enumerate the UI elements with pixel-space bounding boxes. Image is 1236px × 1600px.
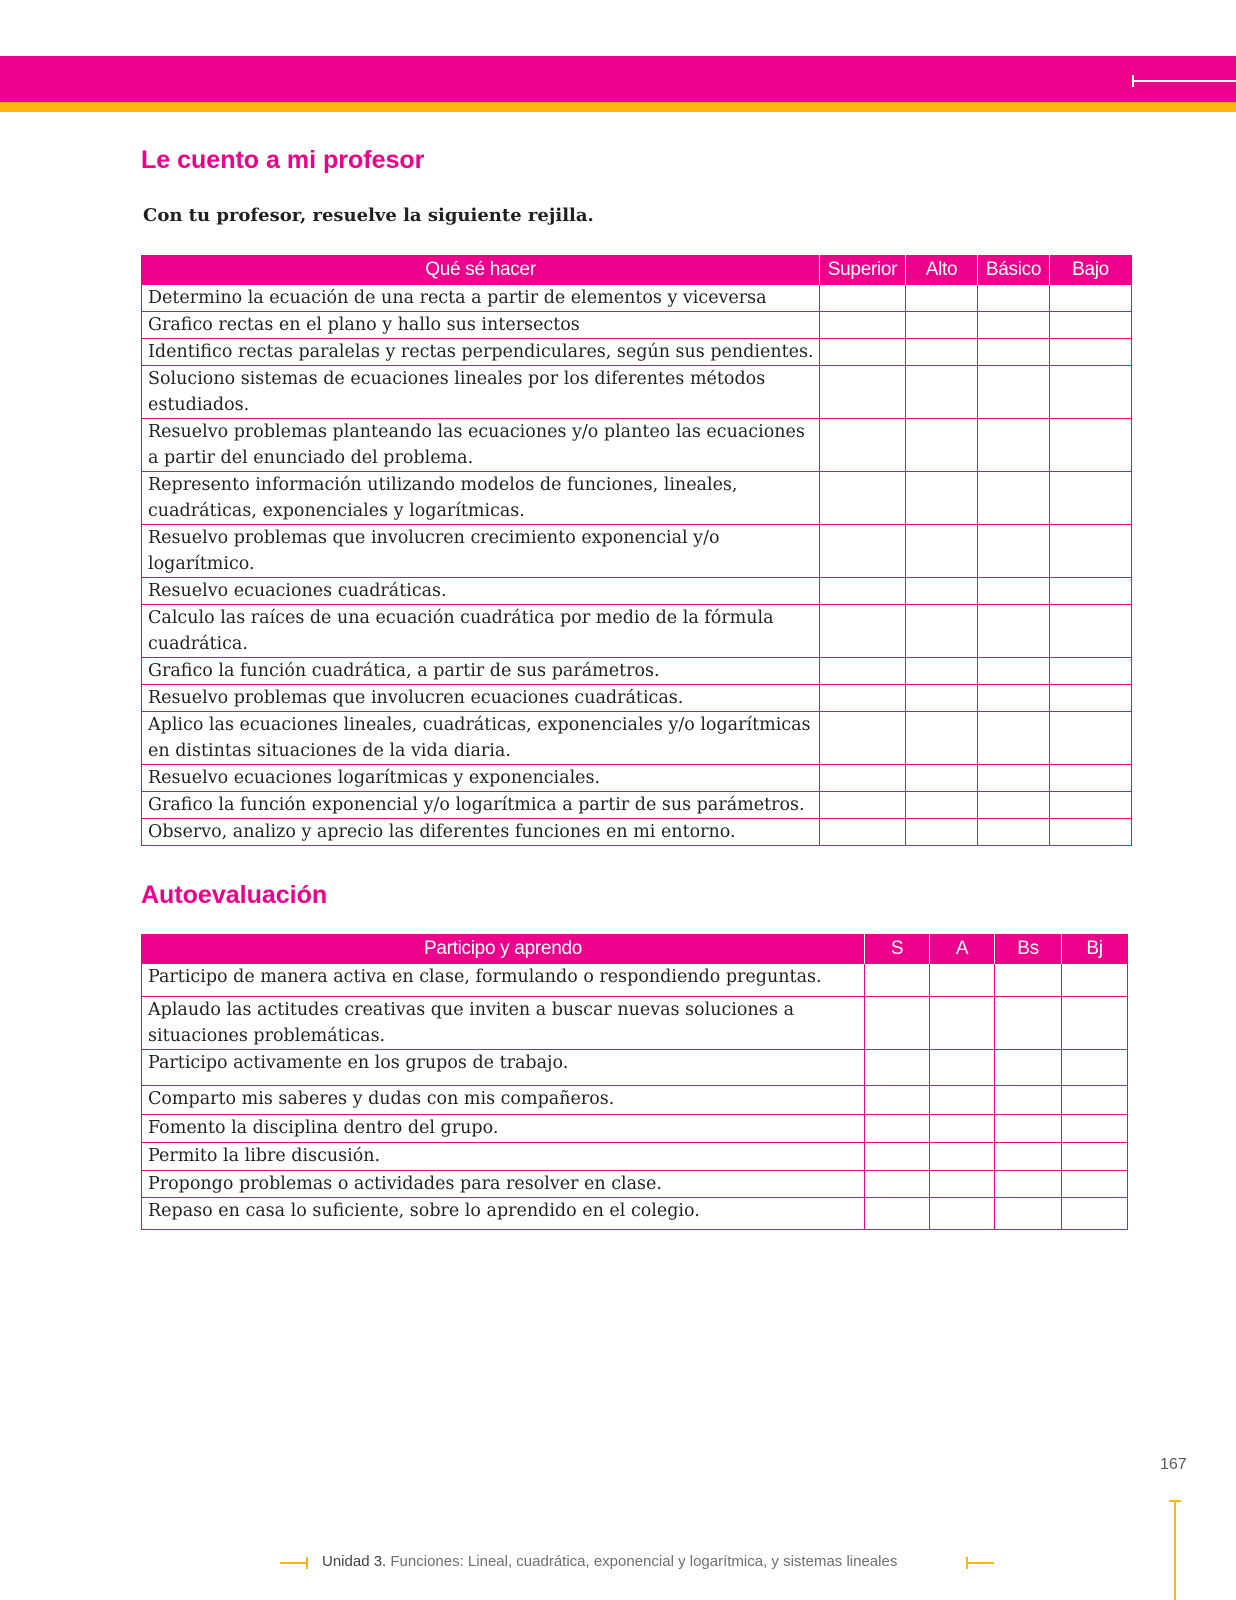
row-statement: Grafico rectas en el plano y hallo sus intersectos (142, 312, 820, 339)
rating-cell[interactable] (930, 1143, 995, 1171)
header-band (0, 56, 1236, 102)
rating-cell[interactable] (820, 605, 906, 658)
rating-cell[interactable] (978, 819, 1050, 846)
table-row (142, 1050, 1128, 1086)
row-statement: Represento información utilizando modelos de funciones, lineales, cuadráticas, exponenciales y logarítmicas. (142, 472, 820, 525)
rating-cell[interactable] (820, 472, 906, 525)
row-statement: Participo de manera activa en clase, formulando o respondiendo preguntas. (142, 964, 865, 997)
rating-cell[interactable] (820, 339, 906, 366)
rating-cell[interactable] (995, 964, 1062, 997)
rating-cell[interactable] (1050, 712, 1132, 765)
rating-cell[interactable] (1050, 285, 1132, 312)
rating-cell[interactable] (865, 1143, 930, 1171)
grid-header-row (142, 256, 1132, 285)
footer-unit-title: Funciones: Lineal, cuadrática, exponencial y logarítmica, y sistemas lineales (390, 1553, 898, 1570)
table-row (142, 339, 1132, 366)
row-statement: Repaso en casa lo suficiente, sobre lo aprendido en el colegio. (142, 1198, 865, 1230)
rating-cell[interactable] (1050, 366, 1132, 419)
rating-cell[interactable] (995, 997, 1062, 1050)
table-row (142, 685, 1132, 712)
rating-cell[interactable] (865, 1086, 930, 1115)
rating-cell[interactable] (978, 712, 1050, 765)
rating-cell[interactable] (978, 578, 1050, 605)
row-statement: Fomento la disciplina dentro del grupo. (142, 1115, 865, 1143)
table-row (142, 419, 1132, 472)
rating-cell[interactable] (865, 964, 930, 997)
rating-cell[interactable] (906, 792, 978, 819)
row-statement: Determino la ecuación de una recta a partir de elementos y viceversa (142, 285, 820, 312)
rating-cell[interactable] (978, 792, 1050, 819)
page-number: 167 (1160, 1456, 1187, 1473)
rating-cell[interactable] (978, 419, 1050, 472)
row-statement: Soluciono sistemas de ecuaciones lineales por los diferentes métodos estudiados. (142, 366, 820, 419)
footer-right-mark (966, 1562, 994, 1564)
rating-cell[interactable] (906, 419, 978, 472)
rating-cell[interactable] (930, 964, 995, 997)
header-s: S (865, 935, 930, 964)
row-statement: Aplaudo las actitudes creativas que inviten a buscar nuevas soluciones a situaciones problemáticas. (142, 997, 865, 1050)
rating-cell[interactable] (820, 685, 906, 712)
rating-cell[interactable] (1062, 1086, 1128, 1115)
rating-cell[interactable] (930, 1171, 995, 1198)
rating-cell[interactable] (906, 658, 978, 685)
instruction-text: Con tu profesor, resuelve la siguiente rejilla. (143, 205, 594, 226)
table-row (142, 792, 1132, 819)
rating-cell[interactable] (906, 578, 978, 605)
rating-cell[interactable] (978, 658, 1050, 685)
rating-cell[interactable] (995, 1050, 1062, 1086)
table-row (142, 285, 1132, 312)
table-row (142, 1143, 1128, 1171)
rating-cell[interactable] (906, 312, 978, 339)
rating-cell[interactable] (1050, 765, 1132, 792)
header-tick-mark (1132, 80, 1236, 82)
rating-cell[interactable] (820, 658, 906, 685)
section-title-autoevaluacion: Autoevaluación (141, 881, 328, 909)
section-title-profesor: Le cuento a mi profesor (141, 146, 425, 174)
rating-cell[interactable] (820, 765, 906, 792)
rating-cell[interactable] (1062, 964, 1128, 997)
rating-cell[interactable] (906, 339, 978, 366)
rating-cell[interactable] (820, 712, 906, 765)
rating-cell[interactable] (865, 1115, 930, 1143)
header-bajo: Bajo (1050, 256, 1132, 285)
rating-cell[interactable] (865, 1050, 930, 1086)
rating-cell[interactable] (1050, 605, 1132, 658)
rating-cell[interactable] (978, 339, 1050, 366)
row-statement: Identifico rectas paralelas y rectas perpendiculares, según sus pendientes. (142, 339, 820, 366)
rating-cell[interactable] (820, 419, 906, 472)
table-row (142, 765, 1132, 792)
rating-cell[interactable] (930, 1198, 995, 1230)
rating-cell[interactable] (978, 366, 1050, 419)
rating-cell[interactable] (906, 685, 978, 712)
rating-cell[interactable] (1062, 1143, 1128, 1171)
table-row (142, 1086, 1128, 1115)
table-row (142, 605, 1132, 658)
footer-caption (322, 1553, 897, 1570)
header-bs: Bs (995, 935, 1062, 964)
header-participo: Participo y aprendo (142, 935, 865, 964)
rating-cell[interactable] (978, 312, 1050, 339)
table-row (142, 964, 1128, 997)
rating-cell[interactable] (906, 472, 978, 525)
rating-cell[interactable] (1050, 658, 1132, 685)
rating-cell[interactable] (978, 605, 1050, 658)
header-skill: Qué sé hacer (142, 256, 820, 285)
row-statement: Comparto mis saberes y dudas con mis compañeros. (142, 1086, 865, 1115)
rating-cell[interactable] (978, 285, 1050, 312)
table-row (142, 997, 1128, 1050)
rating-cell[interactable] (820, 366, 906, 419)
header-superior: Superior (820, 256, 906, 285)
rating-cell[interactable] (906, 605, 978, 658)
footer-left-mark (280, 1562, 308, 1564)
rating-cell[interactable] (820, 525, 906, 578)
rating-cell[interactable] (995, 1198, 1062, 1230)
rating-cell[interactable] (820, 312, 906, 339)
rating-cell[interactable] (1050, 419, 1132, 472)
rating-cell[interactable] (906, 525, 978, 578)
rating-cell[interactable] (820, 792, 906, 819)
row-statement: Resuelvo problemas que involucren crecimiento exponencial y/o logarítmico. (142, 525, 820, 578)
rating-cell[interactable] (820, 285, 906, 312)
header-a: A (930, 935, 995, 964)
table-row (142, 1171, 1128, 1198)
table-row (142, 819, 1132, 846)
row-statement: Resuelvo problemas planteando las ecuaciones y/o planteo las ecuaciones a partir del enunciado del problema. (142, 419, 820, 472)
rating-cell[interactable] (1050, 472, 1132, 525)
header-bj: Bj (1062, 935, 1128, 964)
grid-header-row (142, 935, 1128, 964)
rating-cell[interactable] (906, 366, 978, 419)
autoevaluacion-grid (141, 934, 1128, 1230)
self-assessment-grid (141, 255, 1132, 846)
rating-cell[interactable] (1062, 1115, 1128, 1143)
row-statement: Permito la libre discusión. (142, 1143, 865, 1171)
table-row (142, 1198, 1128, 1230)
table-row (142, 472, 1132, 525)
rating-cell[interactable] (978, 525, 1050, 578)
table-row (142, 712, 1132, 765)
rating-cell[interactable] (978, 472, 1050, 525)
header-basico: Básico (978, 256, 1050, 285)
row-statement: Grafico la función exponencial y/o logarítmica a partir de sus parámetros. (142, 792, 820, 819)
rating-cell[interactable] (995, 1086, 1062, 1115)
rating-cell[interactable] (820, 819, 906, 846)
rating-cell[interactable] (1050, 792, 1132, 819)
rating-cell[interactable] (1062, 1198, 1128, 1230)
rating-cell[interactable] (930, 1050, 995, 1086)
header-accent-stripe (0, 102, 1236, 112)
table-row (142, 525, 1132, 578)
rating-cell[interactable] (906, 712, 978, 765)
rating-cell[interactable] (906, 819, 978, 846)
rating-cell[interactable] (1050, 819, 1132, 846)
rating-cell[interactable] (820, 578, 906, 605)
rating-cell[interactable] (930, 997, 995, 1050)
rating-cell[interactable] (865, 1198, 930, 1230)
row-statement: Aplico las ecuaciones lineales, cuadráticas, exponenciales y/o logarítmicas en distintas situaciones de la vida diaria. (142, 712, 820, 765)
rating-cell[interactable] (1050, 685, 1132, 712)
table-row (142, 578, 1132, 605)
row-statement: Observo, analizo y aprecio las diferentes funciones en mi entorno. (142, 819, 820, 846)
row-statement: Resuelvo ecuaciones cuadráticas. (142, 578, 820, 605)
row-statement: Resuelvo problemas que involucren ecuaciones cuadráticas. (142, 685, 820, 712)
table-row (142, 312, 1132, 339)
rating-cell[interactable] (865, 1171, 930, 1198)
rating-cell[interactable] (930, 1115, 995, 1143)
rating-cell[interactable] (906, 285, 978, 312)
row-statement: Propongo problemas o actividades para resolver en clase. (142, 1171, 865, 1198)
rating-cell[interactable] (930, 1086, 995, 1115)
header-alto: Alto (906, 256, 978, 285)
rating-cell[interactable] (906, 765, 978, 792)
row-statement: Participo activamente en los grupos de trabajo. (142, 1050, 865, 1086)
rating-cell[interactable] (995, 1115, 1062, 1143)
row-statement: Grafico la función cuadrática, a partir de sus parámetros. (142, 658, 820, 685)
rating-cell[interactable] (1050, 578, 1132, 605)
side-rule (1174, 1500, 1176, 1600)
rating-cell[interactable] (978, 765, 1050, 792)
rating-cell[interactable] (1050, 525, 1132, 578)
rating-cell[interactable] (1050, 339, 1132, 366)
rating-cell[interactable] (978, 685, 1050, 712)
rating-cell[interactable] (995, 1171, 1062, 1198)
table-row (142, 1115, 1128, 1143)
table-row (142, 658, 1132, 685)
rating-cell[interactable] (995, 1143, 1062, 1171)
table-row (142, 366, 1132, 419)
rating-cell[interactable] (1050, 312, 1132, 339)
rating-cell[interactable] (1062, 1050, 1128, 1086)
rating-cell[interactable] (865, 997, 930, 1050)
row-statement: Resuelvo ecuaciones logarítmicas y exponenciales. (142, 765, 820, 792)
rating-cell[interactable] (1062, 997, 1128, 1050)
row-statement: Calculo las raíces de una ecuación cuadrática por medio de la fórmula cuadrática. (142, 605, 820, 658)
footer-unit-label: Unidad 3. (322, 1553, 387, 1570)
rating-cell[interactable] (1062, 1171, 1128, 1198)
